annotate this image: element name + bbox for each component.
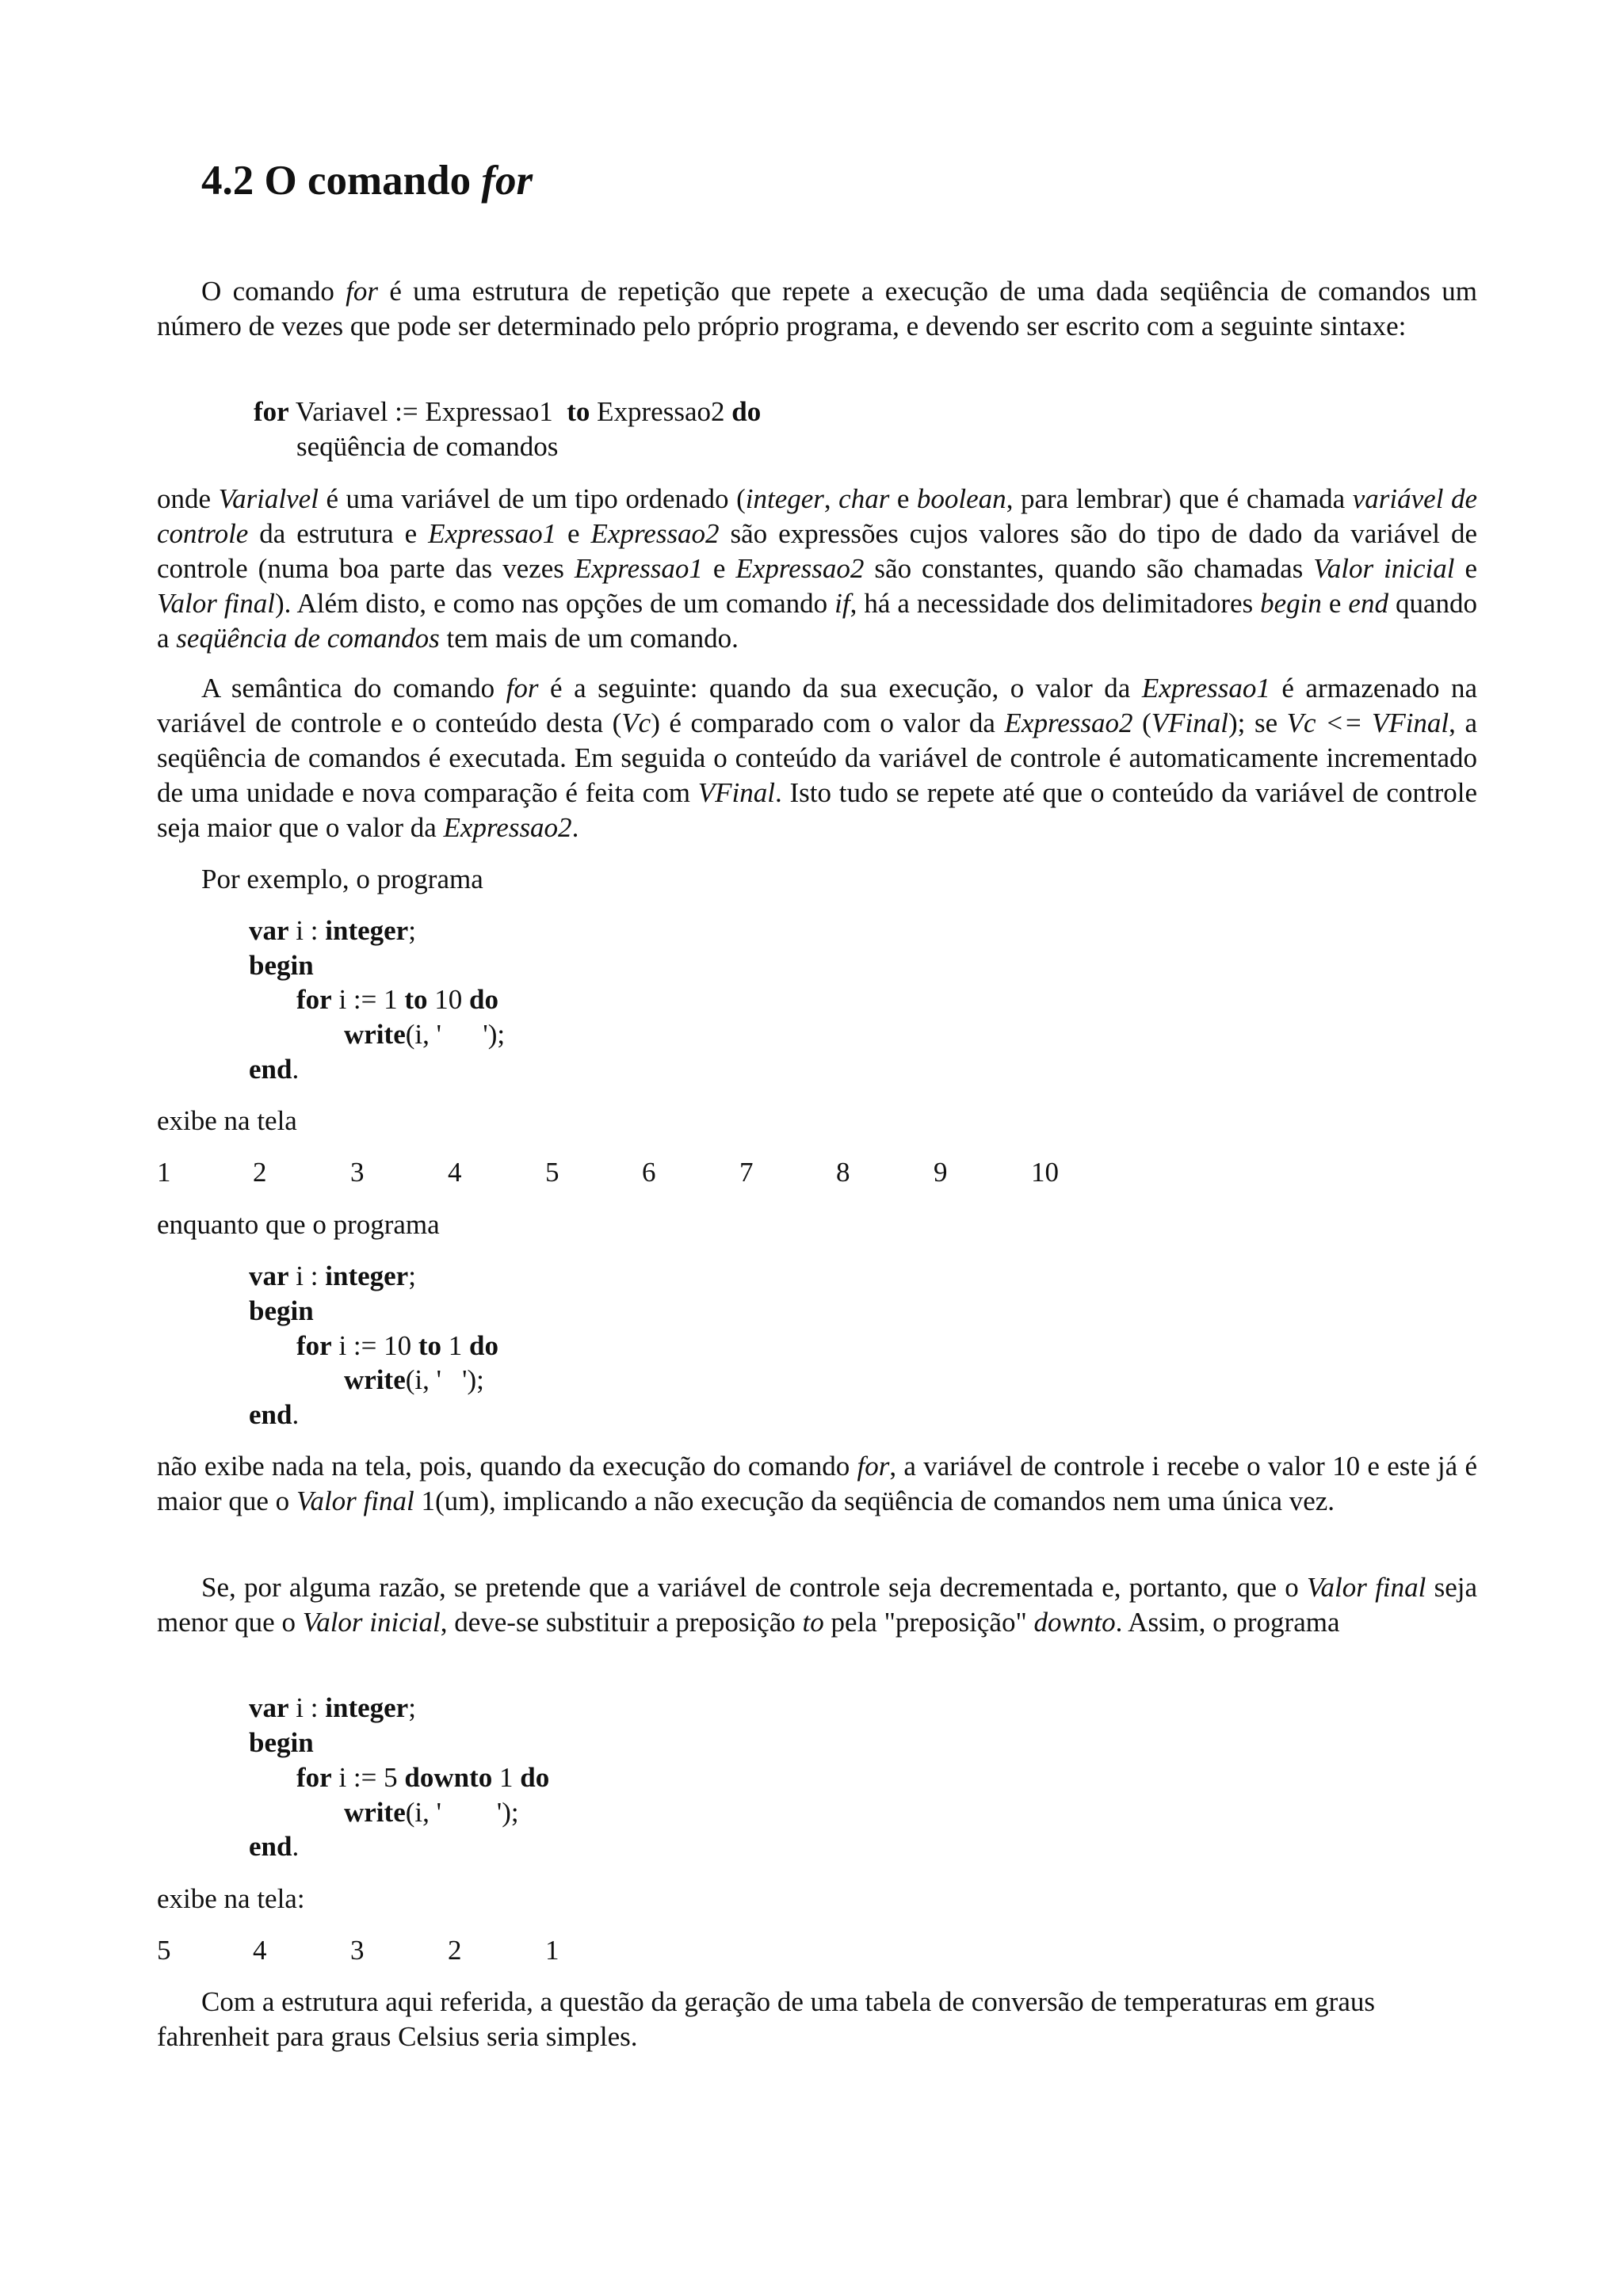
paragraph-intro: O comando for é uma estrutura de repetição que repete a execução de uma dada seqüência de comandos um número de vezes que pode ser determinado pelo próprio programa, e devendo ser escrito com a seguinte sintaxe: [157,276,1478,341]
paragraph-no-output: não exibe nada na tela, pois, quando da execução do comando for, a variável de controle i recebe o valor 10 e este já é maior que o Valor final 1(um), implicando a não execução da seqüência de comandos nem uma única vez. [157,1451,1477,1516]
output-value: 4 [253,1935,267,1966]
output-value: 9 [934,1157,948,1188]
output-value: 2 [448,1935,462,1966]
paragraph-semantics: A semântica do comando for é a seguinte: quando da sua execução, o valor da Expressao1 é armazenado na variável de controle e o conteúdo desta (Vc) é comparado com o valor da Expressao2 (VFinal); se Vc <= VFinal, a seqüência de comandos é executada. Em seguida o conteúdo da variável de controle é automaticamente incrementado de uma unidade e nova comparação é feita com VFinal. Isto tudo se repete até que o conteúdo da variável de controle seja maior que o valor da Expressao2. [157,673,1478,843]
document-page: 4.2 O comando for O comando for é uma estrutura de repetição que repete a execução de uma dada seqüência de comandos um número de vezes que pode ser determinado pelo próprio programa, e devendo ser escrito com a seguinte sintaxe: for Variavel := Expressao1 to Expressao2 do seqüência de comandos onde Varialvel é uma variável de um tipo ordenado (integer, char e boolean, para lembrar) que é chamada variável de controle da estrutura e Expressao1 e Expressao2 são expressões cujos valores são do tipo de dado da variável de controle (numa boa parte das vezes Expressao1 e Expressao2 são constantes, quando são chamadas Valor inicial e Valor final). Além disto, e como nas opções de um comando if, há a necessidade dos delimitadores begin e end quando a seqüência de comandos tem mais de um comando. A semântica do comando for é a seguinte: quando da sua execução, o valor da Expressao1 é armazenado na variável de controle e o conteúdo desta (Vc) é comparado com o valor da Expressao2 (VFinal); se Vc <= VFinal, a seqüência de comandos é executada. Em seguida o conteúdo da variável de controle é automaticamente incrementado de uma unidade e nova comparação é feita com VFinal. Isto tudo se repete até que o conteúdo da variável de controle seja maior que o valor da Expressao2. Por exemplo, o programa var i : integer; begin for i := 1 to 10 do write(i, ' '); end. exibe na tela 1 2 3 4 5 6 7 8 9 10 enquanto que o programa var i : integer; begin for i := 10 to 1 do write(i, ' '); end. não exibe nada na tela, pois, quando da execução do comando for, a variável de controle i recebe o valor 10 e este já é maior que o Valor final 1(um), implicando a não execução da seqüência de comandos nem uma única vez. Se, por alguma razão, se pretende que a variável de controle seja decrementada e, portanto, que o Valor final seja menor que o Valor inicial, deve-se substituir a preposição to pela "preposição" downto. Assim, o programa var i : integer; begin for i := 5 downto 1 do write(i, ' '); end. exibe na tela: 5 4 3 2 1 Com a estrutura aqui referida, a questão da geração de uma tabela de conversão de temperaturas em graus fahrenheit para graus Celsius seria simples. [0,0,1623,2296]
output-value: 4 [448,1157,462,1188]
syntax-body: seqüência de comandos [296,431,559,462]
section-heading [201,155,533,206]
output-value: 5 [545,1157,559,1188]
heading-keyword: for [481,158,533,204]
paragraph-definition: onde Varialvel é uma variável de um tipo ordenado (integer, char e boolean, para lembrar) que é chamada variável de controle da estrutura e Expressao1 e Expressao2 são expressões cujos valores são do tipo de dado da variável de controle (numa boa parte das vezes Expressao1 e Expressao2 são constantes, quando são chamadas Valor inicial e Valor final). Além disto, e como nas opções de um comando if, há a necessidade dos delimitadores begin e end quando a seqüência de comandos tem mais de um comando. [157,483,1478,654]
output-value: 5 [157,1935,171,1966]
label-program-2: enquanto que o programa [157,1209,440,1240]
heading-text: 4.2 O comando [201,158,482,204]
paragraph-example-intro: Por exemplo, o programa [201,864,483,894]
label-output-3: exibe na tela: [157,1883,305,1914]
output-value: 3 [350,1157,365,1188]
output-row-3 [157,1933,791,1968]
paragraph-conclusion: Com a estrutura aqui referida, a questão da geração de uma tabela de conversão de temperaturas em graus fahrenheit para graus Celsius seria simples. [157,1986,1375,2052]
output-value: 8 [836,1157,850,1188]
output-value: 10 [1031,1157,1059,1188]
output-row-1 [157,1155,1266,1190]
output-value: 7 [739,1157,754,1188]
output-value: 2 [253,1157,267,1188]
output-value: 3 [350,1935,365,1966]
output-value: 6 [642,1157,656,1188]
output-value: 1 [157,1157,171,1188]
paragraph-downto: Se, por alguma razão, se pretende que a variável de controle seja decrementada e, portanto, que o Valor final seja menor que o Valor inicial, deve-se substituir a preposição to pela "preposição" downto. Assim, o programa [157,1572,1477,1638]
label-output-1: exibe na tela [157,1105,297,1136]
output-value: 1 [545,1935,559,1966]
syntax-line: for Variavel := Expressao1 to Expressao2 do [254,396,762,427]
